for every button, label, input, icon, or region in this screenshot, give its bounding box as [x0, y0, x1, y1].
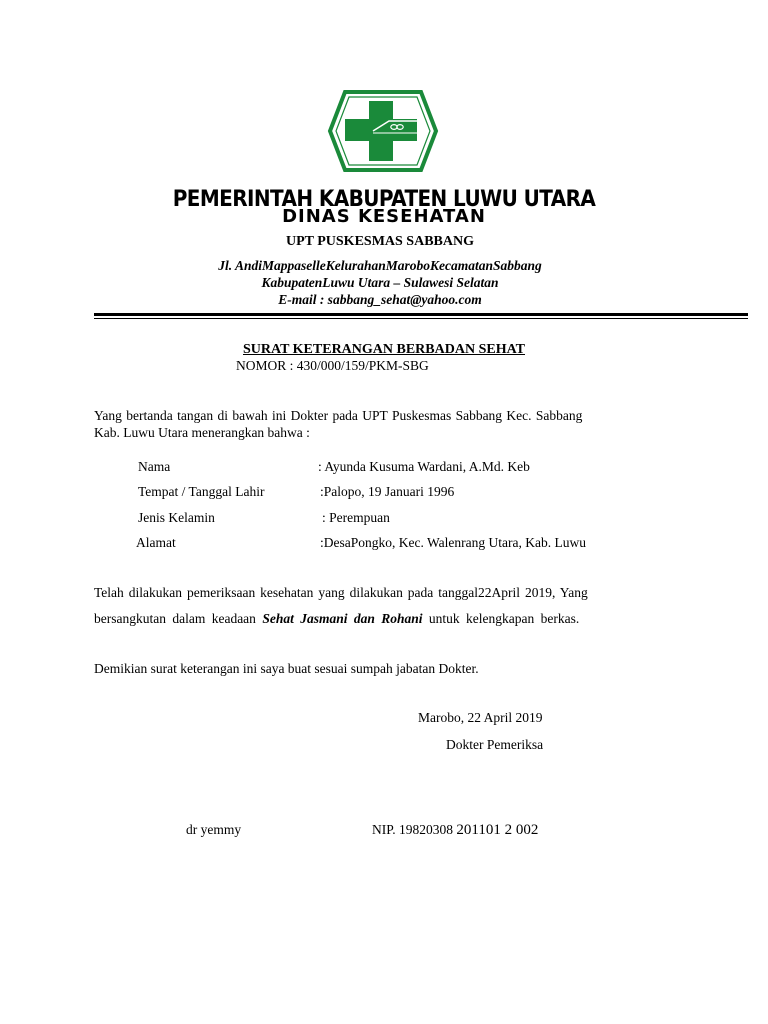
field-value-address: :DesaPongko, Kec. Walenrang Utara, Kab. Luwu — [320, 535, 586, 550]
field-value-birth: :Palopo, 19 Januari 1996 — [320, 484, 455, 499]
nip-prefix: NIP. 19820308 — [372, 822, 457, 837]
exam-line-1: Telah dilakukan pemeriksaan kesehatan yang dilakukan pada tanggal22April 2019, Yang — [94, 585, 588, 600]
health-status-emphasis: Sehat Jasmani dan Rohani — [262, 611, 423, 626]
field-label-gender: Jenis Kelamin — [138, 510, 215, 525]
doctor-nip — [372, 822, 538, 839]
field-value-gender: : Perempuan — [322, 510, 390, 525]
field-label-address: Alamat — [136, 535, 176, 550]
letter-title: SURAT KETERANGAN BERBADAN SEHAT — [243, 342, 525, 357]
unit-name: UPT PUSKESMAS SABBANG — [285, 234, 474, 249]
intro-line-2: Kab. Luwu Utara menerangkan bahwa : — [94, 425, 310, 440]
place-date: Marobo, 22 April 2019 — [418, 710, 543, 725]
header-divider-thick — [94, 313, 748, 316]
closing-statement: Demikian surat keterangan ini saya buat sesuai sumpah jabatan Dokter. — [94, 661, 479, 676]
intro-line-1: Yang bertanda tangan di bawah ini Dokter pada UPT Puskesmas Sabbang Kec. Sabbang — [94, 408, 583, 423]
exam-line-2-end: untuk kelengkapan berkas. — [422, 611, 580, 626]
government-name: PEMERINTAH KABUPATEN LUWU UTARA — [172, 184, 596, 212]
signer-title: Dokter Pemeriksa — [446, 737, 544, 752]
exam-line-2 — [94, 611, 579, 627]
department-name: DINAS KESEHATAN — [282, 206, 486, 227]
field-label-birth: Tempat / Tanggal Lahir — [138, 484, 265, 499]
field-label-name: Nama — [138, 459, 171, 474]
address-line-2: KabupatenLuwu Utara – Sulawesi Selatan — [261, 275, 499, 290]
nip-suffix: 201101 2 002 — [456, 822, 539, 838]
field-value-name: : Ayunda Kusuma Wardani, A.Md. Keb — [318, 459, 530, 474]
exam-line-2-start: bersangkutan dalam keadaan — [94, 611, 263, 626]
address-line-1: Jl. AndiMappaselleKelurahanMaroboKecamatanSabbang — [218, 258, 542, 273]
doctor-name: dr yemmy — [186, 822, 242, 837]
letter-number: NOMOR : 430/000/159/PKM-SBG — [236, 358, 429, 373]
email-line: E-mail : sabbang_sehat@yahoo.com — [278, 292, 482, 307]
puskesmas-logo-icon — [327, 89, 439, 173]
header-divider-thin — [94, 318, 748, 319]
